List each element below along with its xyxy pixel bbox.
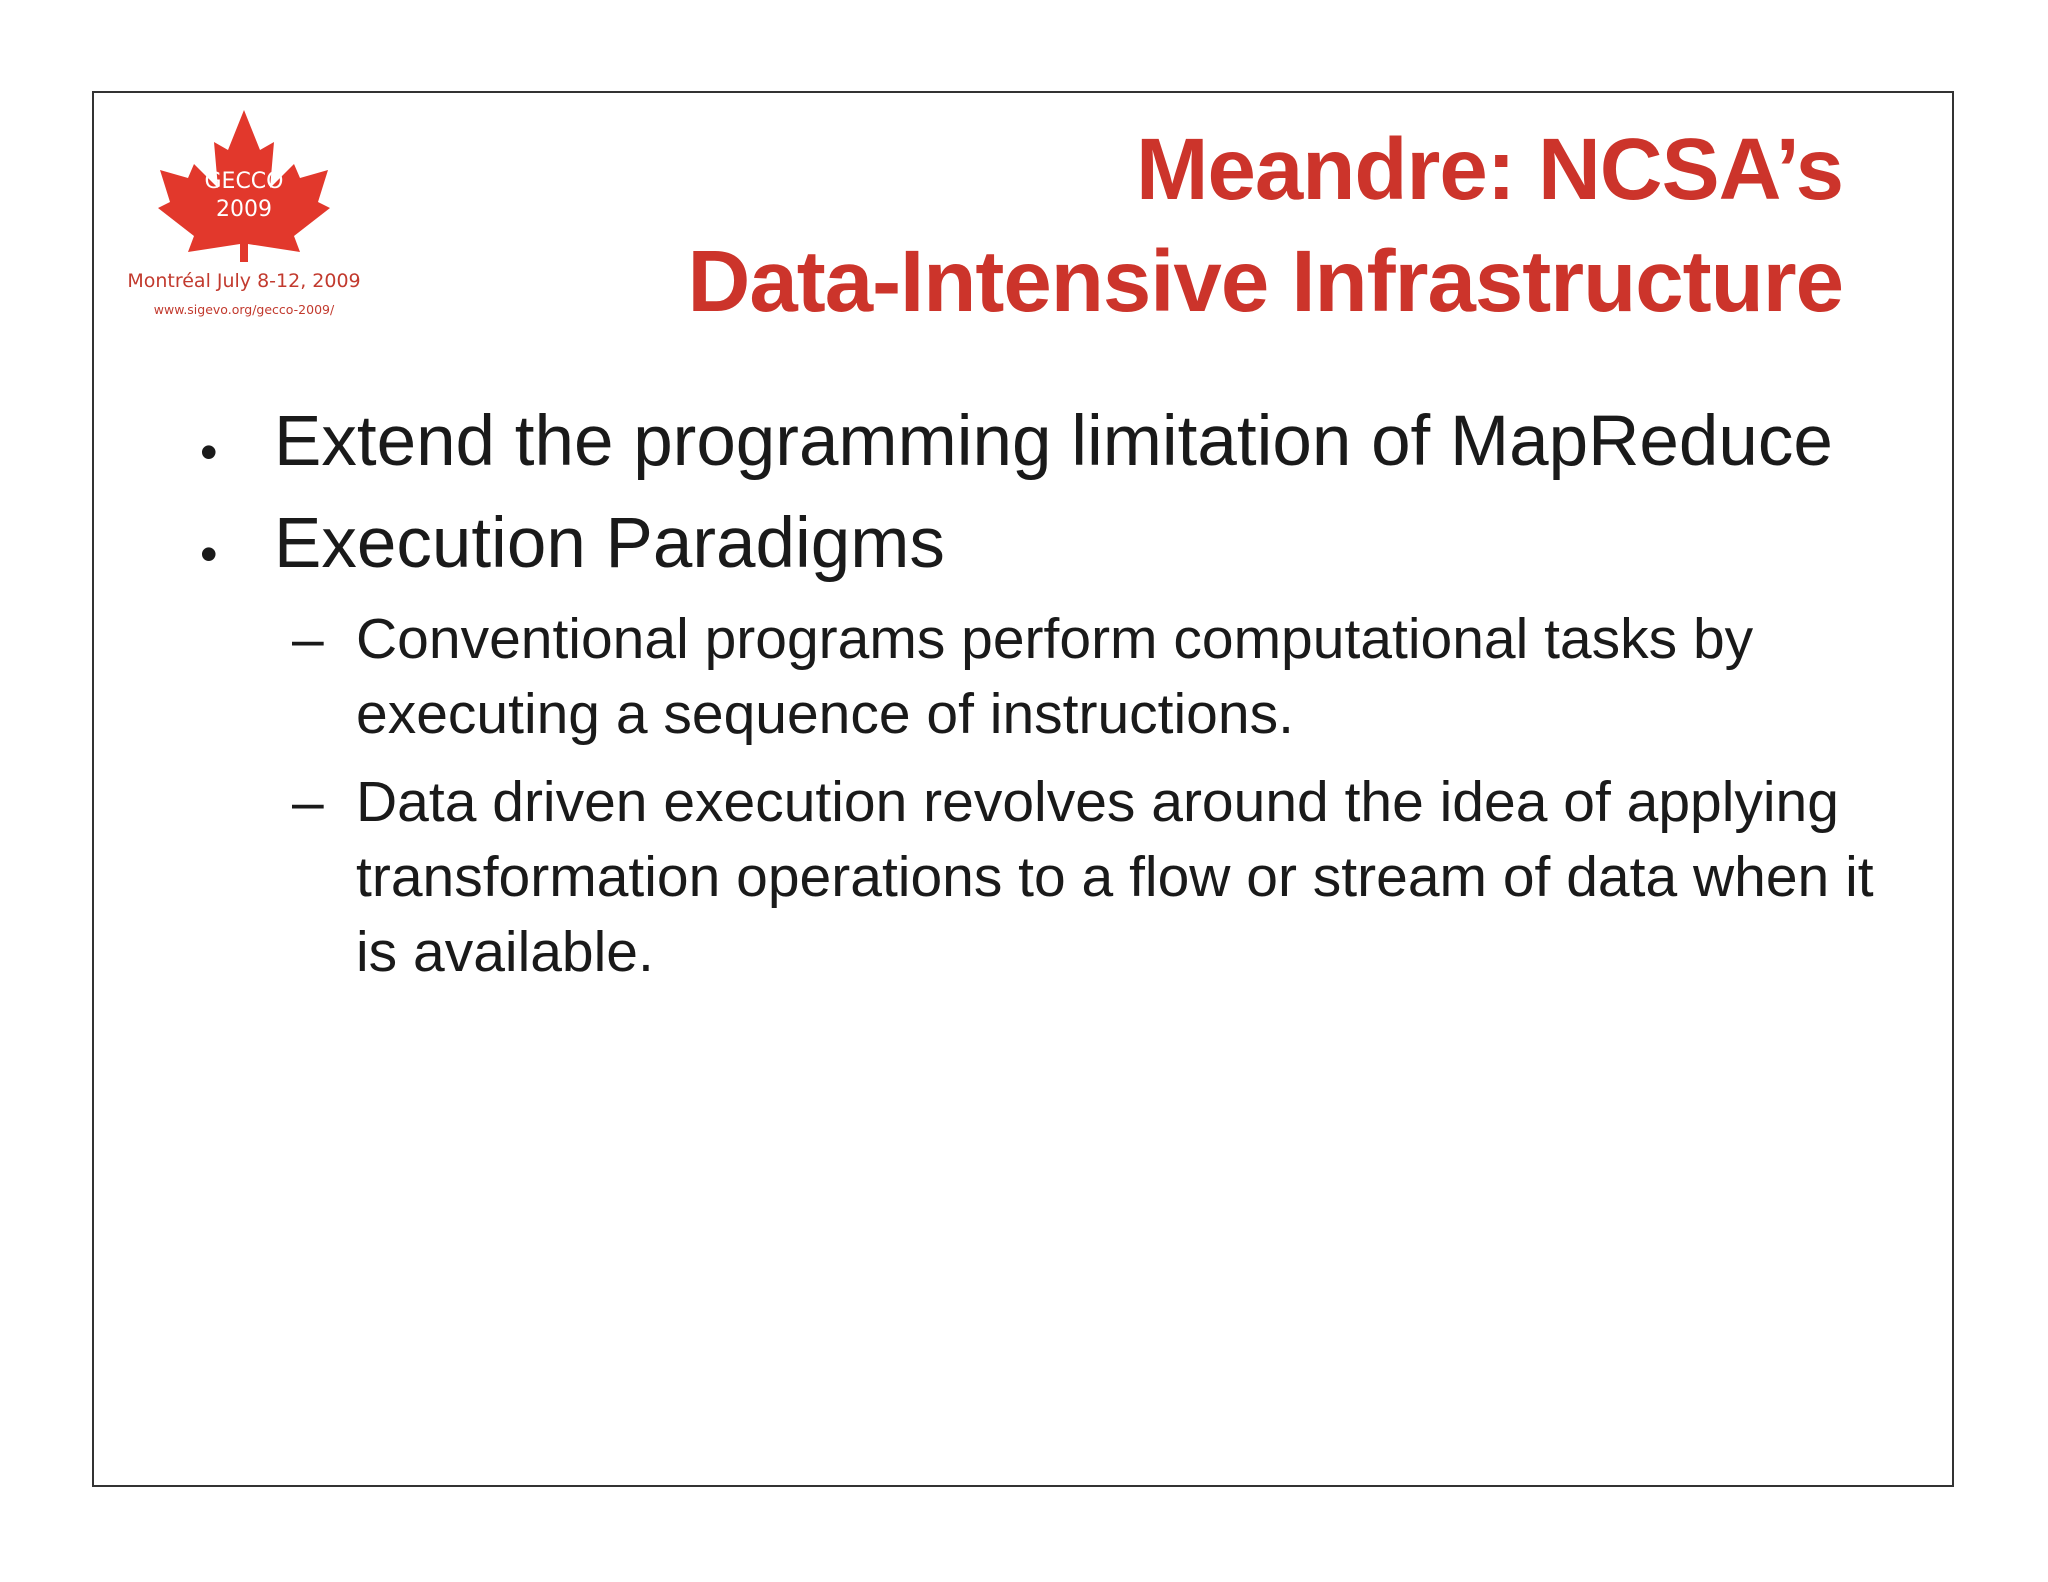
sub-bullet-text: Conventional programs perform computational tasks by executing a sequence of instructions. [356, 607, 1754, 746]
slide-title [688, 114, 1843, 338]
sub-bullet-marker: – [292, 770, 324, 834]
maple-leaf-icon [104, 104, 384, 274]
bullet-text: Execution Paradigms [274, 504, 945, 583]
logo-location-dates: Montréal July 8-12, 2009 [127, 270, 361, 292]
bullet-marker: • [200, 526, 218, 582]
sub-bullet-marker: – [292, 607, 324, 671]
logo-event-name: GECCO [204, 169, 284, 194]
bullet-text: Extend the programming limitation of MapReduce [274, 402, 1833, 481]
gecco-2009-logo [104, 104, 384, 334]
slide-title-line2: Data-Intensive Infrastructure [687, 233, 1843, 330]
sub-bullet-text: Data driven execution revolves around the idea of applying transformation operations to a flow or stream of data when it is available. [356, 770, 1874, 984]
slide-title-line1: Meandre: NCSA’s [1136, 121, 1843, 218]
logo-event-year: 2009 [216, 197, 272, 222]
logo-url: www.sigevo.org/gecco-2009/ [153, 302, 335, 317]
bullet-marker: • [200, 424, 218, 480]
